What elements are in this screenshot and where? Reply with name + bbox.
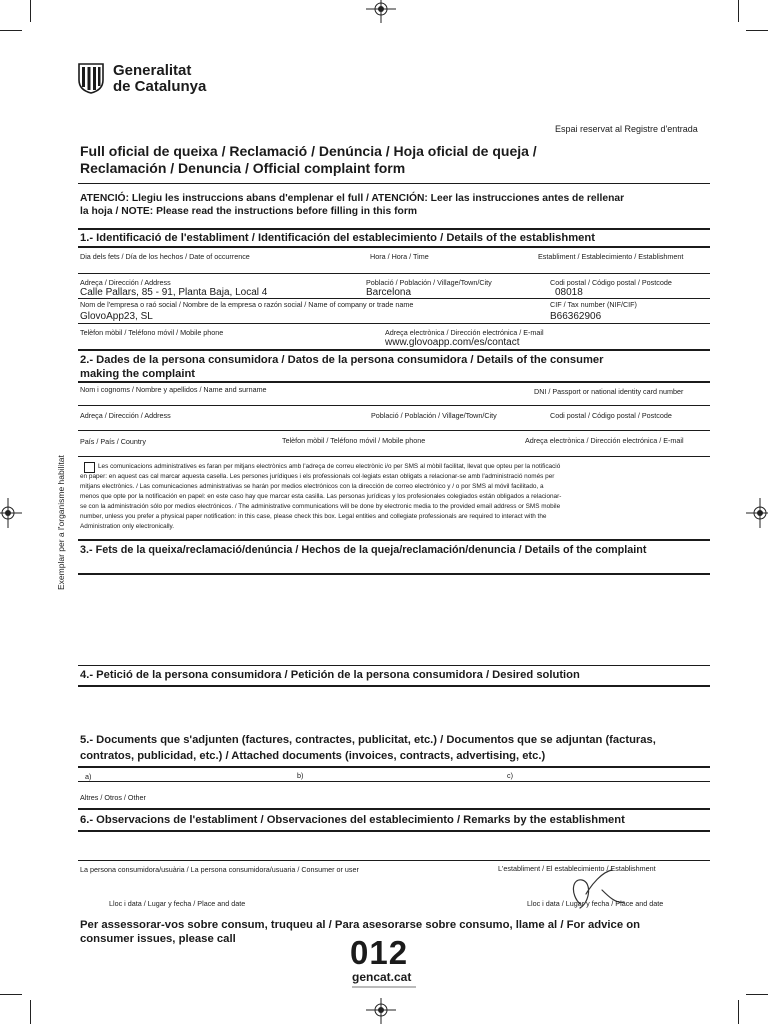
generalitat-emblem-icon <box>78 62 104 94</box>
handwritten-signature <box>562 864 634 920</box>
section4-heading: 4.- Petició de la persona consumidora / Petición de la persona consumidora / Desired solution <box>80 669 580 681</box>
est-address-label: Adreça / Dirección / Address <box>80 278 171 287</box>
consumer-signature-field[interactable] <box>80 874 410 896</box>
consumer-email-field[interactable] <box>525 446 710 454</box>
logo-line1: Generalitat <box>113 62 192 79</box>
section2-heading-line1: 2.- Dades de la persona consumidora / Datos de la persona consumidora / Details of the consumer <box>80 354 604 366</box>
registration-mark-left <box>0 498 22 528</box>
consumer-place-date-label: Lloc i data / Lugar y fecha / Place and date <box>109 899 246 908</box>
consumer-town-field[interactable] <box>371 420 541 429</box>
side-label: Exemplar per a l'organisme habilitat <box>56 455 66 590</box>
establishment-signature-label: L'establiment / El establecimiento / Establishment <box>498 864 656 873</box>
occurrence-time-field[interactable] <box>370 262 530 272</box>
instructions-notice-line2: la hoja / NOTE: Please read the instructions before filling in this form <box>80 206 417 217</box>
est-email-field[interactable]: www.glovoapp.com/es/contact <box>385 337 520 348</box>
section6-heading: 6.- Observacions de l'establiment / Observaciones del establecimiento / Remarks by the establishment <box>80 814 625 826</box>
phone-012-logo: 012 <box>350 934 409 971</box>
document-c-label: c) <box>507 771 513 780</box>
paper-notification-checkbox[interactable] <box>84 462 95 473</box>
occurrence-date-field[interactable] <box>80 262 362 272</box>
consumer-country-label: País / País / Country <box>80 437 146 446</box>
document-a-label: a) <box>85 772 92 781</box>
notice-line: number, unless you prefer a physical paper notification: in this case, please check this box. Legal entities and collegiate professionals are required to interact with the <box>80 513 547 520</box>
desired-solution-field[interactable] <box>80 688 710 728</box>
consumer-postcode-label: Codi postal / Código postal / Postcode <box>550 411 672 420</box>
logo-line2: de Catalunya <box>113 78 207 95</box>
form-title-line1: Full oficial de queixa / Reclamació / Denúncia / Hoja oficial de queja / <box>80 143 537 159</box>
document-c-field[interactable] <box>517 770 707 780</box>
section2-heading-line2: making the complaint <box>80 368 195 380</box>
consumer-email-label: Adreça electrònica / Dirección electrónica / E-mail <box>525 436 684 445</box>
consumer-name-label: Nom i cognoms / Nombre y apellidos / Name and surname <box>80 385 267 394</box>
consumer-postcode-field[interactable] <box>550 420 710 429</box>
consumer-country-field[interactable] <box>80 446 275 454</box>
occurrence-date-label: Dia dels fets / Día de los hechos / Date of occurrence <box>80 252 250 261</box>
consumer-signature-label: La persona consumidora/usuària / La persona consumidora/usuaria / Consumer or user <box>80 865 359 874</box>
establishment-label: Establiment / Establecimiento / Establishment <box>538 252 684 261</box>
est-address-field[interactable]: Calle Pallars, 85 - 91, Planta Baja, Local 4 <box>80 287 268 298</box>
consumer-phone-label: Telèfon mòbil / Teléfono móvil / Mobile phone <box>282 436 426 445</box>
form-title-line2: Reclamación / Denuncia / Official complaint form <box>80 160 406 176</box>
registration-mark-right <box>746 498 768 528</box>
notice-line: Les comunicacions administratives es faran per mitjans electrònics amb l'adreça de correu electrònic i/o per SMS al mòbil facilitat, llevat que opteu per la notificació <box>98 463 561 470</box>
est-town-label: Població / Población / Village/Town/City <box>366 278 492 287</box>
registration-mark-top <box>366 0 396 23</box>
consumer-name-field[interactable] <box>80 394 520 404</box>
company-name-label: Nom de l'empresa o raó social / Nombre de la empresa o razón social / Name of company or trade name <box>80 300 414 309</box>
section1-heading: 1.- Identificació de l'establiment / Identificación del establecimiento / Details of the establishment <box>80 232 595 244</box>
est-town-field[interactable]: Barcelona <box>366 287 412 298</box>
consumer-phone-field[interactable] <box>282 446 517 454</box>
establishment-place-date-label: Lloc i data / Lugar y fecha / Place and date <box>527 899 664 908</box>
tax-number-label: CIF / Tax number (NIF/CIF) <box>550 300 637 309</box>
est-postcode-label: Codi postal / Código postal / Postcode <box>550 278 672 287</box>
gencat-site: gencat.cat <box>352 970 412 984</box>
est-phone-field[interactable] <box>80 337 370 347</box>
occurrence-time-label: Hora / Hora / Time <box>370 252 429 261</box>
establishment-remarks-field[interactable] <box>80 833 710 859</box>
company-name-field[interactable]: GlovoApp23, SL <box>80 311 153 322</box>
establishment-field[interactable] <box>538 262 708 272</box>
est-phone-label: Telèfon mòbil / Teléfono móvil / Mobile phone <box>80 328 224 337</box>
document-a-field[interactable] <box>96 770 291 780</box>
notice-line: se con la administración sólo por medios electrónicos. / The administrative communications will be done by electronic media to the provided email address or SMS mobile <box>80 503 561 510</box>
advice-line1: Per assessorar-vos sobre consum, truqueu al / Para asesorarse sobre consumo, llame al / For advice on <box>80 919 641 931</box>
document-b-field[interactable] <box>307 770 502 780</box>
notice-line: en paper: en aquest cas cal marcar aquesta casella. Les persones jurídiques i els professionals col·legiats estan obligats a relacionar-se amb l'administració només per <box>80 473 555 480</box>
section3-heading: 3.- Fets de la queixa/reclamació/denúncia / Hechos de la queja/reclamación/denuncia / Details of the complaint <box>80 544 647 556</box>
notice-line: Administration only electronically. <box>80 523 175 530</box>
advice-line2: consumer issues, please call <box>80 933 236 945</box>
est-email-label: Adreça electrònica / Dirección electrónica / E-mail <box>385 328 544 337</box>
notice-line: menos que opte por la notificación en papel: en este caso hay que marcar esta casilla. Las personas jurídicas y los profesionales colegiados están obligados a relacionar- <box>80 493 562 500</box>
consumer-dni-field[interactable] <box>534 396 710 404</box>
instructions-notice-line1: ATENCIÓ: Llegiu les instruccions abans d'emplenar el full / ATENCIÓN: Leer las instrucciones antes de rellenar <box>80 193 625 204</box>
consumer-address-label: Adreça / Dirección / Address <box>80 411 171 420</box>
section5-heading-line2: contratos, publicidad, etc.) / Attached documents (invoices, contracts, advertising, etc.) <box>80 750 546 762</box>
registry-reserved-label: Espai reservat al Registre d'entrada <box>555 124 698 134</box>
section5-heading-line1: 5.- Documents que s'adjunten (factures, contractes, publicitat, etc.) / Documentos que se adjuntan (facturas, <box>80 734 656 746</box>
registration-mark-bottom <box>366 998 396 1024</box>
consumer-dni-label: DNI / Passport or national identity card number <box>534 387 684 396</box>
consumer-town-label: Població / Población / Village/Town/City <box>371 411 497 420</box>
complaint-details-field[interactable] <box>80 576 710 662</box>
tax-number-field[interactable]: B66362906 <box>550 311 602 322</box>
consumer-address-field[interactable] <box>80 420 365 429</box>
generalitat-logo <box>78 60 212 100</box>
other-documents-field[interactable] <box>160 791 708 803</box>
est-postcode-field[interactable]: 08018 <box>555 287 583 298</box>
notice-line: mitjans electrònics. / Las comunicaciones administrativas se harán por medios electrónicos con la dirección de correo electrónico y / o por SMS al móvil facilitado, a <box>80 483 544 490</box>
document-b-label: b) <box>297 771 304 780</box>
fine-print <box>352 986 416 988</box>
other-documents-label: Altres / Otros / Other <box>80 793 146 802</box>
